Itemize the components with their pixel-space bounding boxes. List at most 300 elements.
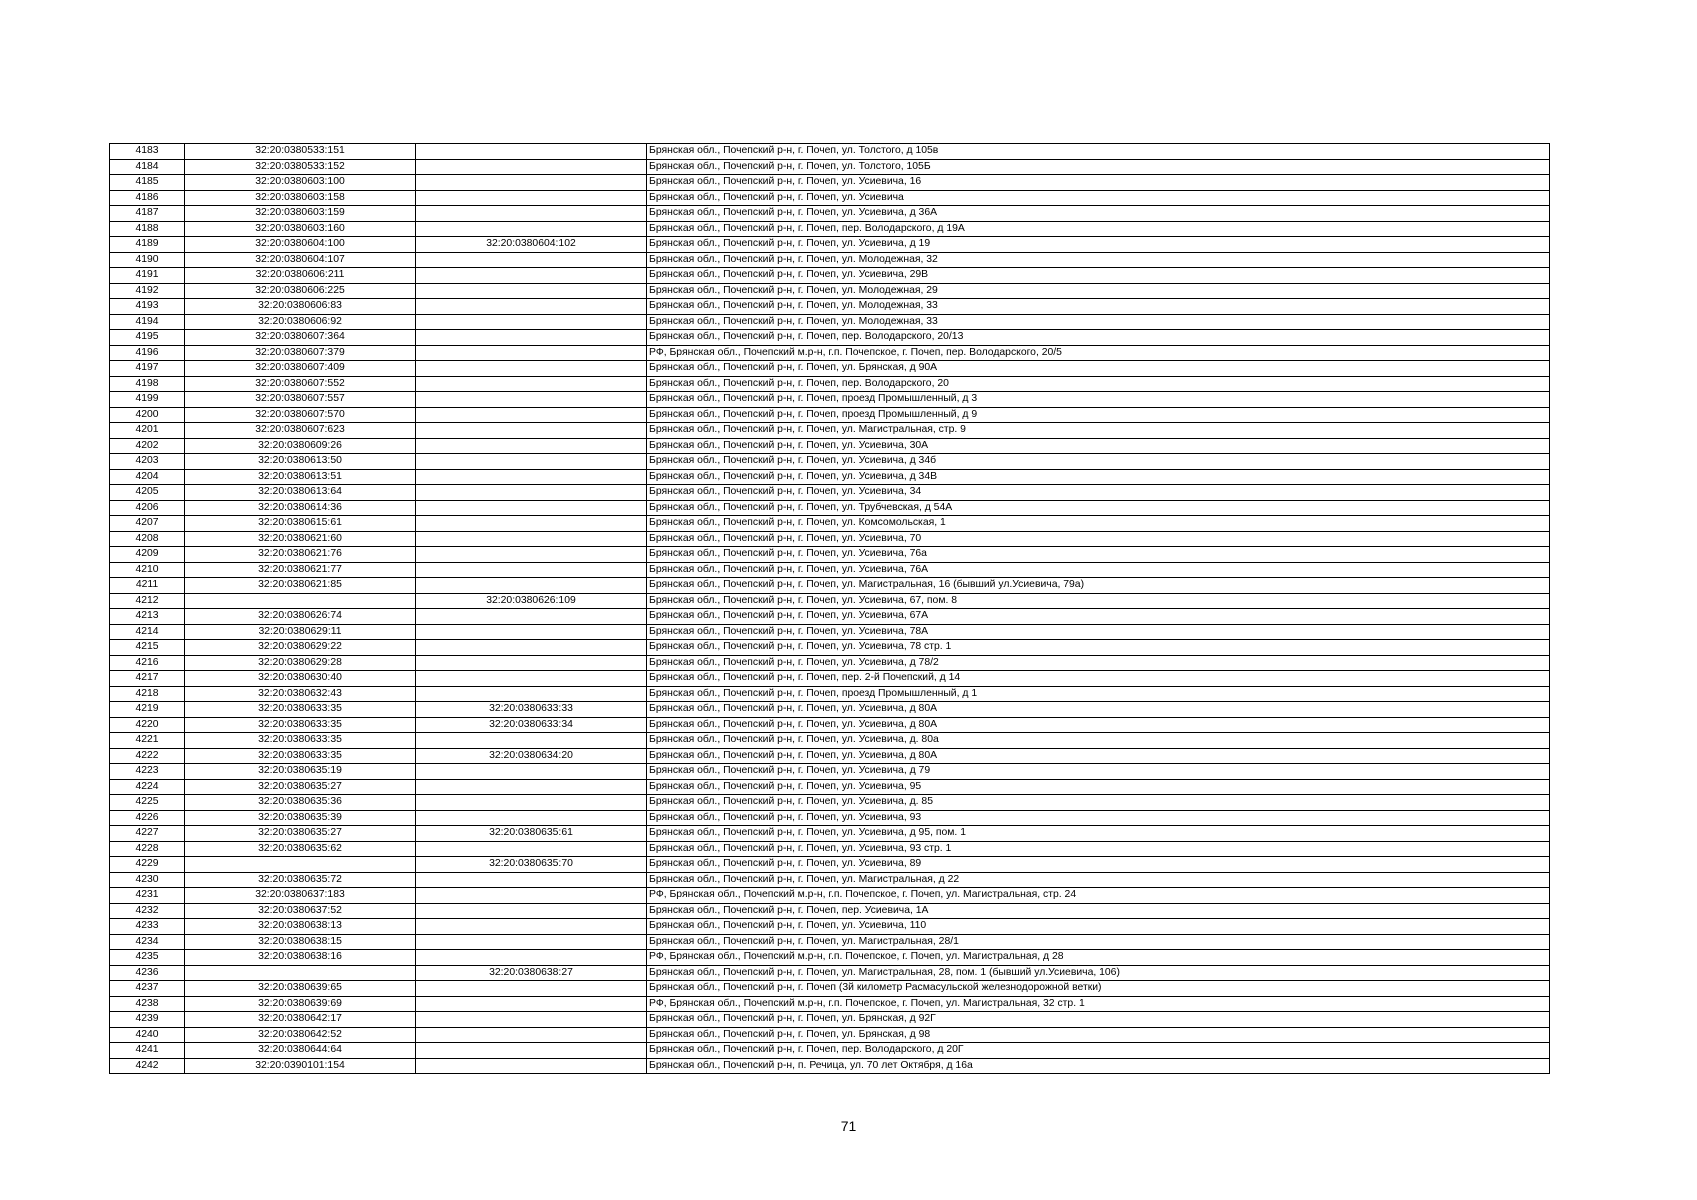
- table-row: [110, 872, 1550, 888]
- row-number-cell: 4189: [110, 237, 185, 253]
- registry-table-body: [110, 144, 1550, 1074]
- cadastral-number-cell: 32:20:0380607:570: [185, 407, 416, 423]
- cadastral-number-cell: 32:20:0380613:51: [185, 469, 416, 485]
- table-row: [110, 237, 1550, 253]
- row-number-cell: 4240: [110, 1027, 185, 1043]
- object-number-cell: [416, 438, 647, 454]
- row-number-cell: 4187: [110, 206, 185, 222]
- address-cell: Брянская обл., Почепский р-н, г. Почеп, ул. Молодежная, 33: [647, 314, 1550, 330]
- table-row: [110, 268, 1550, 284]
- cadastral-number-cell: 32:20:0380606:225: [185, 283, 416, 299]
- object-number-cell: 32:20:0380635:70: [416, 857, 647, 873]
- cadastral-number-cell: 32:20:0380632:43: [185, 686, 416, 702]
- address-cell: Брянская обл., Почепский р-н, г. Почеп, ул. Усиевича, 110: [647, 919, 1550, 935]
- cadastral-number-cell: 32:20:0380621:77: [185, 562, 416, 578]
- address-cell: Брянская обл., Почепский р-н, г. Почеп, ул. Усиевича, д 80А: [647, 717, 1550, 733]
- address-cell: Брянская обл., Почепский р-н, г. Почеп, ул. Усиевича, д 80А: [647, 748, 1550, 764]
- cadastral-number-cell: 32:20:0380639:69: [185, 996, 416, 1012]
- object-number-cell: [416, 562, 647, 578]
- address-cell: Брянская обл., Почепский р-н, г. Почеп, ул. Усиевича, д 34В: [647, 469, 1550, 485]
- row-number-cell: 4207: [110, 516, 185, 532]
- address-cell: Брянская обл., Почепский р-н, г. Почеп, ул. Усиевича, 67А: [647, 609, 1550, 625]
- row-number-cell: 4206: [110, 500, 185, 516]
- row-number-cell: 4192: [110, 283, 185, 299]
- address-cell: Брянская обл., Почепский р-н, г. Почеп, ул. Магистральная, 16 (бывший ул.Усиевича, 79а): [647, 578, 1550, 594]
- table-row: [110, 407, 1550, 423]
- table-row: [110, 919, 1550, 935]
- row-number-cell: 4185: [110, 175, 185, 191]
- row-number-cell: 4233: [110, 919, 185, 935]
- table-row: [110, 888, 1550, 904]
- address-cell: Брянская обл., Почепский р-н, г. Почеп, ул. Толстого, д 105в: [647, 144, 1550, 160]
- row-number-cell: 4215: [110, 640, 185, 656]
- address-cell: Брянская обл., Почепский р-н, г. Почеп, пер. Усиевича, 1А: [647, 903, 1550, 919]
- table-row: [110, 764, 1550, 780]
- address-cell: Брянская обл., Почепский р-н, г. Почеп, ул. Магистральная, стр. 9: [647, 423, 1550, 439]
- row-number-cell: 4194: [110, 314, 185, 330]
- table-row: [110, 1027, 1550, 1043]
- row-number-cell: 4237: [110, 981, 185, 997]
- row-number-cell: 4201: [110, 423, 185, 439]
- cadastral-number-cell: 32:20:0380635:19: [185, 764, 416, 780]
- cadastral-number-cell: 32:20:0380603:159: [185, 206, 416, 222]
- table-row: [110, 376, 1550, 392]
- address-cell: Брянская обл., Почепский р-н, г. Почеп, ул. Усиевича, 29В: [647, 268, 1550, 284]
- table-row: [110, 547, 1550, 563]
- table-row: [110, 965, 1550, 981]
- object-number-cell: 32:20:0380638:27: [416, 965, 647, 981]
- row-number-cell: 4241: [110, 1043, 185, 1059]
- object-number-cell: [416, 1012, 647, 1028]
- table-row: [110, 345, 1550, 361]
- cadastral-number-cell: 32:20:0380635:72: [185, 872, 416, 888]
- address-cell: Брянская обл., Почепский р-н, г. Почеп, ул. Усиевича: [647, 190, 1550, 206]
- table-row: [110, 252, 1550, 268]
- object-number-cell: [416, 950, 647, 966]
- row-number-cell: 4190: [110, 252, 185, 268]
- row-number-cell: 4212: [110, 593, 185, 609]
- address-cell: РФ, Брянская обл., Почепский м.р-н, г.п. Почепское, г. Почеп, ул. Магистральная, д 28: [647, 950, 1550, 966]
- cadastral-number-cell: 32:20:0380606:211: [185, 268, 416, 284]
- cadastral-number-cell: 32:20:0380638:13: [185, 919, 416, 935]
- cadastral-number-cell: 32:20:0380604:100: [185, 237, 416, 253]
- row-number-cell: 4227: [110, 826, 185, 842]
- row-number-cell: 4229: [110, 857, 185, 873]
- row-number-cell: 4236: [110, 965, 185, 981]
- row-number-cell: 4202: [110, 438, 185, 454]
- table-row: [110, 826, 1550, 842]
- row-number-cell: 4234: [110, 934, 185, 950]
- row-number-cell: 4238: [110, 996, 185, 1012]
- cadastral-number-cell: 32:20:0380607:552: [185, 376, 416, 392]
- object-number-cell: 32:20:0380634:20: [416, 748, 647, 764]
- row-number-cell: 4209: [110, 547, 185, 563]
- object-number-cell: [416, 872, 647, 888]
- object-number-cell: [416, 624, 647, 640]
- address-cell: Брянская обл., Почепский р-н, г. Почеп, ул. Усиевича, д. 85: [647, 795, 1550, 811]
- address-cell: Брянская обл., Почепский р-н, г. Почеп, ул. Усиевича, 93: [647, 810, 1550, 826]
- table-row: [110, 500, 1550, 516]
- object-number-cell: [416, 655, 647, 671]
- object-number-cell: [416, 330, 647, 346]
- object-number-cell: [416, 1027, 647, 1043]
- table-row: [110, 361, 1550, 377]
- object-number-cell: 32:20:0380633:34: [416, 717, 647, 733]
- table-row: [110, 330, 1550, 346]
- object-number-cell: 32:20:0380626:109: [416, 593, 647, 609]
- cadastral-number-cell: [185, 857, 416, 873]
- row-number-cell: 4196: [110, 345, 185, 361]
- table-row: [110, 438, 1550, 454]
- row-number-cell: 4230: [110, 872, 185, 888]
- cadastral-number-cell: 32:20:0380635:27: [185, 826, 416, 842]
- object-number-cell: [416, 671, 647, 687]
- object-number-cell: [416, 640, 647, 656]
- table-row: [110, 454, 1550, 470]
- address-cell: Брянская обл., Почепский р-н, г. Почеп, ул. Усиевича, 78 стр. 1: [647, 640, 1550, 656]
- table-row: [110, 1043, 1550, 1059]
- cadastral-number-cell: 32:20:0380621:76: [185, 547, 416, 563]
- address-cell: Брянская обл., Почепский р-н, г. Почеп, ул. Усиевича, д. 80а: [647, 733, 1550, 749]
- cadastral-number-cell: 32:20:0380638:16: [185, 950, 416, 966]
- object-number-cell: [416, 485, 647, 501]
- row-number-cell: 4203: [110, 454, 185, 470]
- address-cell: Брянская обл., Почепский р-н, г. Почеп, ул. Усиевича, д 80А: [647, 702, 1550, 718]
- cadastral-number-cell: 32:20:0390101:154: [185, 1058, 416, 1074]
- address-cell: Брянская обл., Почепский р-н, г. Почеп, ул. Усиевича, 30А: [647, 438, 1550, 454]
- row-number-cell: 4199: [110, 392, 185, 408]
- address-cell: Брянская обл., Почепский р-н, г. Почеп, пер. 2-й Почепский, д 14: [647, 671, 1550, 687]
- address-cell: Брянская обл., Почепский р-н, г. Почеп, ул. Трубчевская, д 54А: [647, 500, 1550, 516]
- table-row: [110, 779, 1550, 795]
- cadastral-number-cell: 32:20:0380603:158: [185, 190, 416, 206]
- address-cell: Брянская обл., Почепский р-н, г. Почеп, пер. Володарского, 20/13: [647, 330, 1550, 346]
- address-cell: Брянская обл., Почепский р-н, г. Почеп, ул. Молодежная, 29: [647, 283, 1550, 299]
- object-number-cell: [416, 996, 647, 1012]
- table-row: [110, 624, 1550, 640]
- table-row: [110, 934, 1550, 950]
- row-number-cell: 4213: [110, 609, 185, 625]
- row-number-cell: 4225: [110, 795, 185, 811]
- address-cell: Брянская обл., Почепский р-н, г. Почеп, ул. Усиевича, 78А: [647, 624, 1550, 640]
- cadastral-number-cell: 32:20:0380633:35: [185, 748, 416, 764]
- address-cell: Брянская обл., Почепский р-н, г. Почеп, ул. Брянская, д 92Г: [647, 1012, 1550, 1028]
- object-number-cell: [416, 1043, 647, 1059]
- cadastral-number-cell: 32:20:0380635:36: [185, 795, 416, 811]
- object-number-cell: [416, 686, 647, 702]
- address-cell: Брянская обл., Почепский р-н, г. Почеп, ул. Усиевича, 70: [647, 531, 1550, 547]
- object-number-cell: [416, 795, 647, 811]
- cadastral-number-cell: 32:20:0380633:35: [185, 717, 416, 733]
- row-number-cell: 4217: [110, 671, 185, 687]
- object-number-cell: [416, 361, 647, 377]
- table-row: [110, 531, 1550, 547]
- row-number-cell: 4205: [110, 485, 185, 501]
- cadastral-number-cell: 32:20:0380621:60: [185, 531, 416, 547]
- address-cell: Брянская обл., Почепский р-н, г. Почеп, ул. Усиевича, 16: [647, 175, 1550, 191]
- cadastral-number-cell: 32:20:0380639:65: [185, 981, 416, 997]
- address-cell: Брянская обл., Почепский р-н, г. Почеп, ул. Магистральная, д 22: [647, 872, 1550, 888]
- table-row: [110, 299, 1550, 315]
- object-number-cell: [416, 159, 647, 175]
- row-number-cell: 4231: [110, 888, 185, 904]
- cadastral-number-cell: 32:20:0380607:623: [185, 423, 416, 439]
- object-number-cell: [416, 206, 647, 222]
- object-number-cell: [416, 903, 647, 919]
- address-cell: РФ, Брянская обл., Почепский м.р-н, г.п. Почепское, г. Почеп, пер. Володарского, 20/5: [647, 345, 1550, 361]
- row-number-cell: 4224: [110, 779, 185, 795]
- table-row: [110, 485, 1550, 501]
- address-cell: Брянская обл., Почепский р-н, г. Почеп, ул. Усиевича, д 95, пом. 1: [647, 826, 1550, 842]
- object-number-cell: [416, 919, 647, 935]
- table-row: [110, 206, 1550, 222]
- row-number-cell: 4211: [110, 578, 185, 594]
- cadastral-number-cell: 32:20:0380533:152: [185, 159, 416, 175]
- table-row: [110, 671, 1550, 687]
- address-cell: Брянская обл., Почепский р-н, г. Почеп, ул. Усиевича, д 79: [647, 764, 1550, 780]
- table-row: [110, 159, 1550, 175]
- cadastral-number-cell: 32:20:0380635:62: [185, 841, 416, 857]
- object-number-cell: [416, 810, 647, 826]
- address-cell: Брянская обл., Почепский р-н, г. Почеп, проезд Промышленный, д 1: [647, 686, 1550, 702]
- table-row: [110, 314, 1550, 330]
- cadastral-number-cell: 32:20:0380638:15: [185, 934, 416, 950]
- address-cell: Брянская обл., Почепский р-н, г. Почеп, ул. Усиевича, 67, пом. 8: [647, 593, 1550, 609]
- cadastral-number-cell: 32:20:0380614:36: [185, 500, 416, 516]
- address-cell: Брянская обл., Почепский р-н, г. Почеп, ул. Усиевича, 89: [647, 857, 1550, 873]
- object-number-cell: [416, 392, 647, 408]
- row-number-cell: 4208: [110, 531, 185, 547]
- object-number-cell: [416, 934, 647, 950]
- address-cell: Брянская обл., Почепский р-н, г. Почеп, пер. Володарского, д 20Г: [647, 1043, 1550, 1059]
- table-row: [110, 1012, 1550, 1028]
- table-row: [110, 841, 1550, 857]
- address-cell: Брянская обл., Почепский р-н, г. Почеп, ул. Усиевича, 34: [647, 485, 1550, 501]
- cadastral-number-cell: 32:20:0380603:160: [185, 221, 416, 237]
- row-number-cell: 4198: [110, 376, 185, 392]
- object-number-cell: [416, 407, 647, 423]
- object-number-cell: [416, 841, 647, 857]
- row-number-cell: 4186: [110, 190, 185, 206]
- table-row: [110, 516, 1550, 532]
- cadastral-number-cell: [185, 965, 416, 981]
- object-number-cell: [416, 345, 647, 361]
- cadastral-number-cell: 32:20:0380635:27: [185, 779, 416, 795]
- address-cell: Брянская обл., Почепский р-н, г. Почеп, ул. Молодежная, 33: [647, 299, 1550, 315]
- cadastral-number-cell: 32:20:0380615:61: [185, 516, 416, 532]
- cadastral-number-cell: 32:20:0380604:107: [185, 252, 416, 268]
- cadastral-number-cell: 32:20:0380533:151: [185, 144, 416, 160]
- cadastral-number-cell: 32:20:0380635:39: [185, 810, 416, 826]
- row-number-cell: 4214: [110, 624, 185, 640]
- cadastral-number-cell: 32:20:0380626:74: [185, 609, 416, 625]
- cadastral-number-cell: 32:20:0380633:35: [185, 733, 416, 749]
- table-row: [110, 283, 1550, 299]
- cadastral-number-cell: 32:20:0380606:92: [185, 314, 416, 330]
- row-number-cell: 4220: [110, 717, 185, 733]
- cadastral-number-cell: 32:20:0380613:50: [185, 454, 416, 470]
- object-number-cell: [416, 578, 647, 594]
- object-number-cell: [416, 516, 647, 532]
- object-number-cell: [416, 764, 647, 780]
- address-cell: Брянская обл., Почепский р-н, г. Почеп, ул. Магистральная, 28/1: [647, 934, 1550, 950]
- table-row: [110, 981, 1550, 997]
- cadastral-number-cell: 32:20:0380603:100: [185, 175, 416, 191]
- address-cell: Брянская обл., Почепский р-н, г. Почеп, ул. Усиевича, д 78/2: [647, 655, 1550, 671]
- cadastral-number-cell: 32:20:0380633:35: [185, 702, 416, 718]
- address-cell: Брянская обл., Почепский р-н, г. Почеп, ул. Усиевича, 76А: [647, 562, 1550, 578]
- object-number-cell: [416, 547, 647, 563]
- row-number-cell: 4188: [110, 221, 185, 237]
- registry-table: [109, 143, 1550, 1074]
- table-row: [110, 190, 1550, 206]
- object-number-cell: [416, 283, 647, 299]
- row-number-cell: 4197: [110, 361, 185, 377]
- cadastral-number-cell: 32:20:0380613:64: [185, 485, 416, 501]
- cadastral-number-cell: 32:20:0380606:83: [185, 299, 416, 315]
- cadastral-number-cell: 32:20:0380607:379: [185, 345, 416, 361]
- cadastral-number-cell: 32:20:0380637:52: [185, 903, 416, 919]
- object-number-cell: [416, 252, 647, 268]
- row-number-cell: 4195: [110, 330, 185, 346]
- object-number-cell: [416, 779, 647, 795]
- cadastral-number-cell: [185, 593, 416, 609]
- object-number-cell: [416, 1058, 647, 1074]
- row-number-cell: 4242: [110, 1058, 185, 1074]
- object-number-cell: [416, 609, 647, 625]
- address-cell: РФ, Брянская обл., Почепский м.р-н, г.п. Почепское, г. Почеп, ул. Магистральная, 32 стр. 1: [647, 996, 1550, 1012]
- object-number-cell: [416, 733, 647, 749]
- address-cell: Брянская обл., Почепский р-н, г. Почеп, пер. Володарского, 20: [647, 376, 1550, 392]
- row-number-cell: 4184: [110, 159, 185, 175]
- object-number-cell: 32:20:0380604:102: [416, 237, 647, 253]
- table-row: [110, 748, 1550, 764]
- address-cell: Брянская обл., Почепский р-н, п. Речица, ул. 70 лет Октября, д 16а: [647, 1058, 1550, 1074]
- table-row: [110, 640, 1550, 656]
- table-row: [110, 175, 1550, 191]
- table-row: [110, 221, 1550, 237]
- table-row: [110, 950, 1550, 966]
- row-number-cell: 4239: [110, 1012, 185, 1028]
- cadastral-number-cell: 32:20:0380621:85: [185, 578, 416, 594]
- table-row: [110, 810, 1550, 826]
- table-row: [110, 717, 1550, 733]
- table-row: [110, 144, 1550, 160]
- address-cell: Брянская обл., Почепский р-н, г. Почеп, ул. Усиевича, д 34б: [647, 454, 1550, 470]
- object-number-cell: [416, 531, 647, 547]
- cadastral-number-cell: 32:20:0380607:557: [185, 392, 416, 408]
- row-number-cell: 4235: [110, 950, 185, 966]
- row-number-cell: 4222: [110, 748, 185, 764]
- row-number-cell: 4210: [110, 562, 185, 578]
- address-cell: Брянская обл., Почепский р-н, г. Почеп, пер. Володарского, д 19А: [647, 221, 1550, 237]
- object-number-cell: [416, 144, 647, 160]
- cadastral-number-cell: 32:20:0380642:52: [185, 1027, 416, 1043]
- address-cell: Брянская обл., Почепский р-н, г. Почеп, ул. Усиевича, д 36А: [647, 206, 1550, 222]
- table-row: [110, 562, 1550, 578]
- object-number-cell: [416, 190, 647, 206]
- table-row: [110, 795, 1550, 811]
- address-cell: Брянская обл., Почепский р-н, г. Почеп, ул. Брянская, д 90А: [647, 361, 1550, 377]
- row-number-cell: 4193: [110, 299, 185, 315]
- table-row: [110, 996, 1550, 1012]
- cadastral-number-cell: 32:20:0380637:183: [185, 888, 416, 904]
- table-row: [110, 857, 1550, 873]
- object-number-cell: [416, 454, 647, 470]
- object-number-cell: [416, 314, 647, 330]
- address-cell: Брянская обл., Почепский р-н, г. Почеп, ул. Усиевича, 93 стр. 1: [647, 841, 1550, 857]
- cadastral-number-cell: 32:20:0380642:17: [185, 1012, 416, 1028]
- object-number-cell: 32:20:0380635:61: [416, 826, 647, 842]
- address-cell: Брянская обл., Почепский р-н, г. Почеп, ул. Брянская, д 98: [647, 1027, 1550, 1043]
- row-number-cell: 4191: [110, 268, 185, 284]
- address-cell: Брянская обл., Почепский р-н, г. Почеп, ул. Комсомольская, 1: [647, 516, 1550, 532]
- cadastral-number-cell: 32:20:0380629:11: [185, 624, 416, 640]
- address-cell: Брянская обл., Почепский р-н, г. Почеп (3й километр Расмасульской железнодорожной ветки): [647, 981, 1550, 997]
- row-number-cell: 4204: [110, 469, 185, 485]
- row-number-cell: 4223: [110, 764, 185, 780]
- table-row: [110, 702, 1550, 718]
- object-number-cell: [416, 175, 647, 191]
- object-number-cell: [416, 500, 647, 516]
- table-row: [110, 686, 1550, 702]
- address-cell: Брянская обл., Почепский р-н, г. Почеп, ул. Толстого, 105Б: [647, 159, 1550, 175]
- row-number-cell: 4219: [110, 702, 185, 718]
- address-cell: Брянская обл., Почепский р-н, г. Почеп, ул. Магистральная, 28, пом. 1 (бывший ул.Усиевича, 106): [647, 965, 1550, 981]
- address-cell: Брянская обл., Почепский р-н, г. Почеп, ул. Усиевича, 76а: [647, 547, 1550, 563]
- page-number: 71: [840, 1118, 857, 1134]
- cadastral-number-cell: 32:20:0380609:26: [185, 438, 416, 454]
- address-cell: Брянская обл., Почепский р-н, г. Почеп, ул. Усиевича, 95: [647, 779, 1550, 795]
- table-row: [110, 903, 1550, 919]
- row-number-cell: 4226: [110, 810, 185, 826]
- table-row: [110, 593, 1550, 609]
- table-row: [110, 423, 1550, 439]
- table-row: [110, 655, 1550, 671]
- table-row: [110, 733, 1550, 749]
- cadastral-number-cell: 32:20:0380629:22: [185, 640, 416, 656]
- table-row: [110, 392, 1550, 408]
- address-cell: Брянская обл., Почепский р-н, г. Почеп, проезд Промышленный, д 9: [647, 407, 1550, 423]
- address-cell: Брянская обл., Почепский р-н, г. Почеп, ул. Молодежная, 32: [647, 252, 1550, 268]
- object-number-cell: [416, 423, 647, 439]
- row-number-cell: 4200: [110, 407, 185, 423]
- object-number-cell: [416, 981, 647, 997]
- row-number-cell: 4221: [110, 733, 185, 749]
- cadastral-number-cell: 32:20:0380607:409: [185, 361, 416, 377]
- address-cell: РФ, Брянская обл., Почепский м.р-н, г.п. Почепское, г. Почеп, ул. Магистральная, стр. 24: [647, 888, 1550, 904]
- table-row: [110, 469, 1550, 485]
- address-cell: Брянская обл., Почепский р-н, г. Почеп, проезд Промышленный, д 3: [647, 392, 1550, 408]
- object-number-cell: [416, 221, 647, 237]
- address-cell: Брянская обл., Почепский р-н, г. Почеп, ул. Усиевича, д 19: [647, 237, 1550, 253]
- cadastral-number-cell: 32:20:0380644:64: [185, 1043, 416, 1059]
- row-number-cell: 4232: [110, 903, 185, 919]
- cadastral-number-cell: 32:20:0380630:40: [185, 671, 416, 687]
- object-number-cell: [416, 376, 647, 392]
- object-number-cell: [416, 888, 647, 904]
- row-number-cell: 4183: [110, 144, 185, 160]
- row-number-cell: 4228: [110, 841, 185, 857]
- cadastral-number-cell: 32:20:0380629:28: [185, 655, 416, 671]
- row-number-cell: 4216: [110, 655, 185, 671]
- table-row: [110, 609, 1550, 625]
- object-number-cell: [416, 268, 647, 284]
- table-row: [110, 1058, 1550, 1074]
- object-number-cell: [416, 299, 647, 315]
- cadastral-number-cell: 32:20:0380607:364: [185, 330, 416, 346]
- object-number-cell: 32:20:0380633:33: [416, 702, 647, 718]
